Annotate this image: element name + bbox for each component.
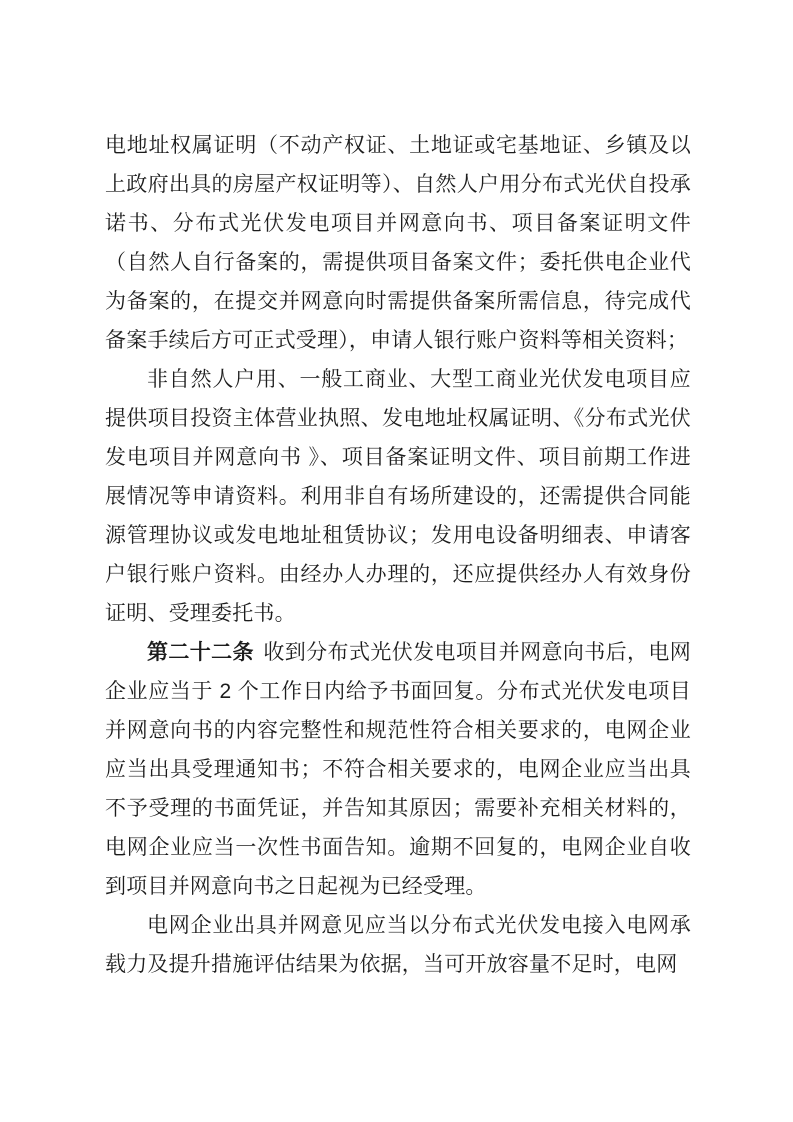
paragraph-clause-22 [105, 633, 691, 906]
clause-22-body: 收到分布式光伏发电项目并网意向书后，电网企业应当于 2 个工作日内给予书面回复。分布式光伏发电项目并网意向书的内容完整性和规范性符合相关要求的，电网企业应当出具受理通知书；不符合相关要求的，电网企业应当出具不予受理的书面凭证，并告知其原因；需要补充相关材料的，电网企业应当一次性书面告知。逾期不回复的，电网企业自收到项目并网意向书之日起视为已经受理。 [105, 641, 692, 898]
paragraph-non-natural-person-requirements: 非自然人户用、一般工商业、大型工商业光伏发电项目应提供项目投资主体营业执照、发电地址权属证明、《分布式光伏发电项目并网意向书 》、项目备案证明文件、项目前期工作进展情况等申请资料。利用非自有场所建设的，还需提供合同能源管理协议或发电地址租赁协议；发用电设备明细表、申请客户银行账户资料。由经办人办理的，还应提供经办人有效身份证明、受理委托书。 [105, 368, 691, 625]
clause-22-number: 第二十二条 [147, 641, 254, 664]
document-text-block [105, 126, 691, 984]
paragraph-continuation: 电地址权属证明（不动产权证、土地证或宅基地证、乡镇及以上政府出具的房屋产权证明等）、自然人户用分布式光伏自投承诺书、分布式光伏发电项目并网意向书、项目备案证明文件（自然人自行备案的，需提供项目备案文件；委托供电企业代为备案的，在提交并网意向时需提供备案所需信息，待完成代备案手续后方可正式受理），申请人银行账户资料等相关资料； [105, 134, 691, 352]
paragraph-grid-opinion: 电网企业出具并网意见应当以分布式光伏发电接入电网承载力及提升措施评估结果为依据，当可开放容量不足时，电网 [105, 914, 691, 976]
